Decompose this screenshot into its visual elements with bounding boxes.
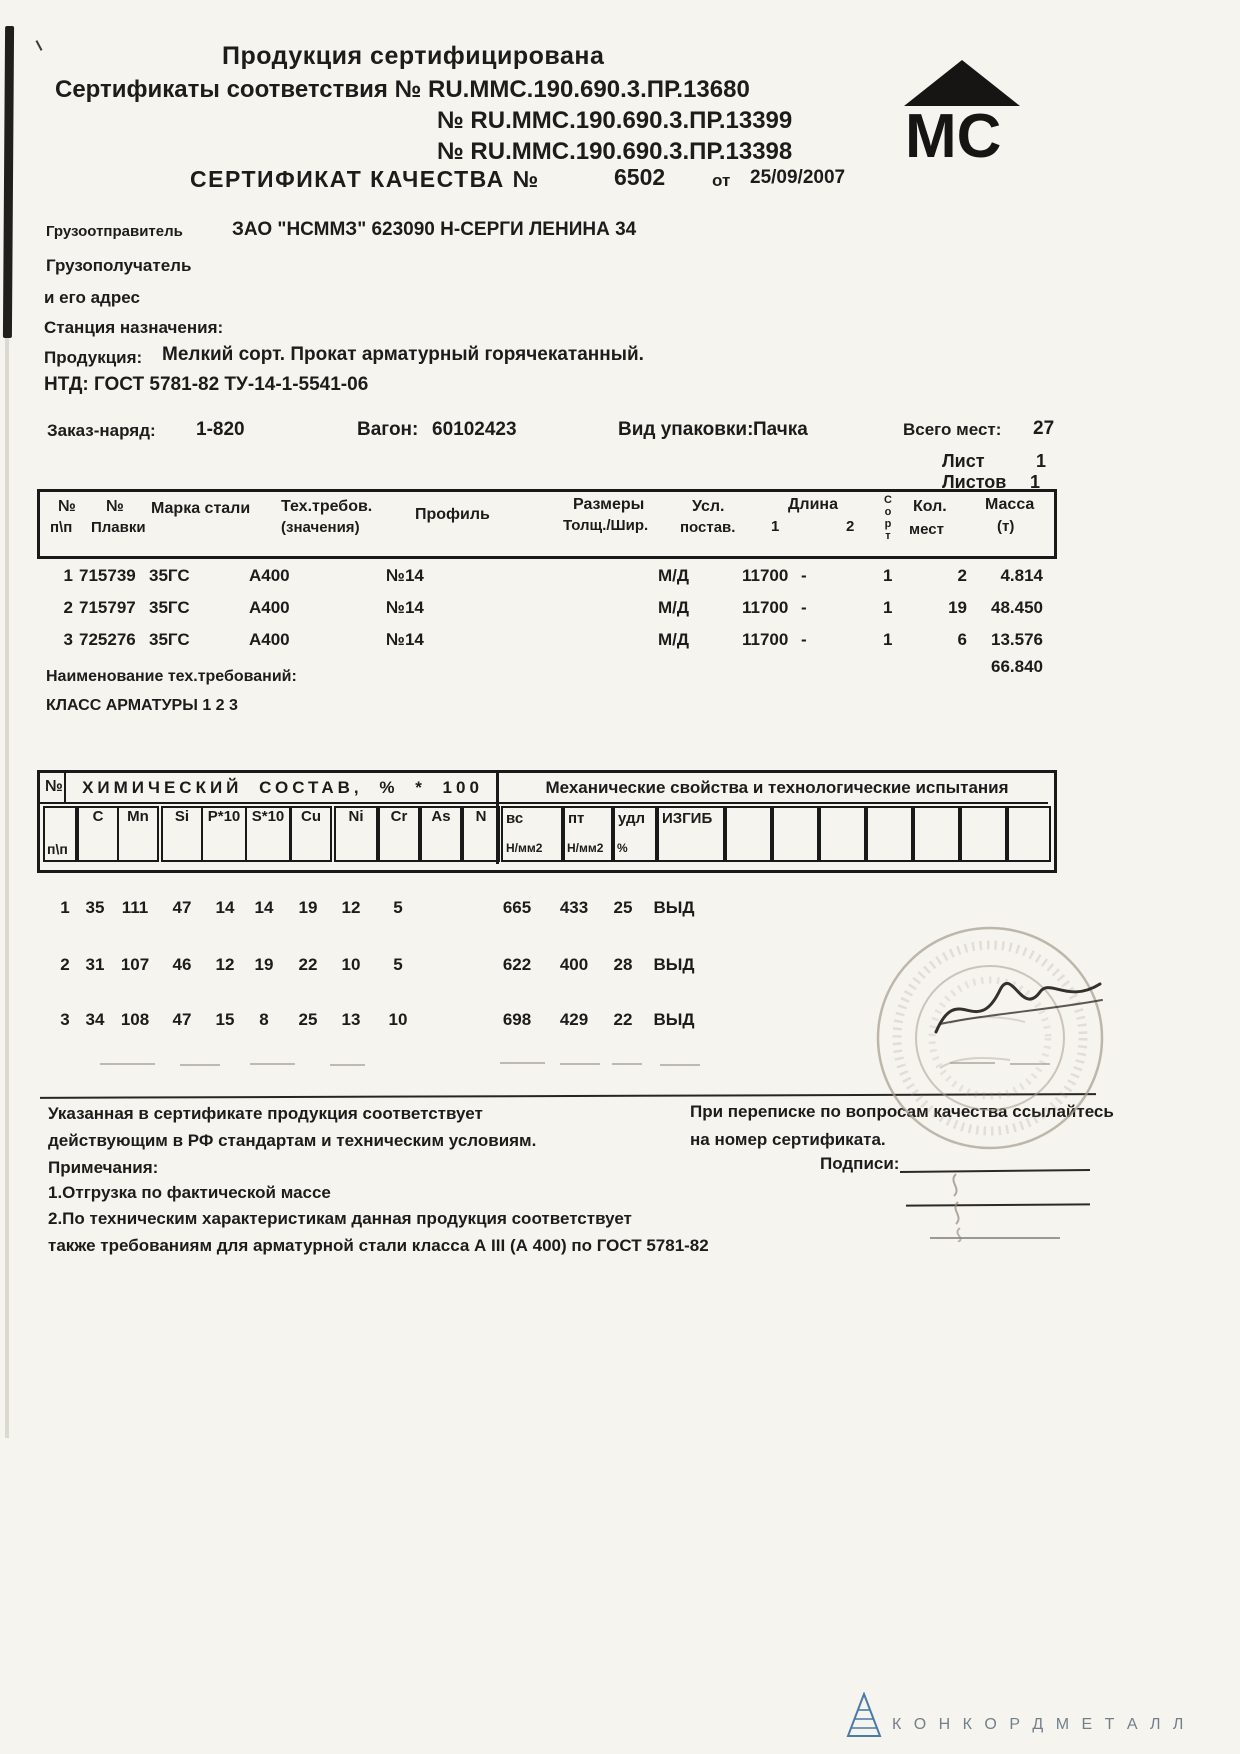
konkord-watermark-text: К О Н К О Р Д М Е Т А Л Л (892, 1716, 1188, 1733)
main-table-header (37, 489, 1057, 559)
signatures-label: Подписи: (820, 1154, 900, 1173)
cell-P10: 12 (215, 955, 235, 974)
col-delivery-bot: постав. (680, 519, 736, 536)
chem-col-Cu: Cu (290, 806, 332, 862)
mech-col-empty-7 (1007, 806, 1051, 862)
mech-col-top: пт (568, 810, 585, 827)
compliance-line-2: действующим в РФ стандартам и техническим условиям. (48, 1131, 537, 1150)
cell-Mn: 107 (120, 955, 150, 974)
cell-length1: 11700 (742, 566, 789, 585)
cell-num: 2 (63, 598, 73, 617)
cell-length2: - (801, 630, 807, 649)
mech-col-empty-2 (772, 806, 819, 862)
signature-ink (918, 962, 1108, 1052)
sheets-label: Листов (942, 472, 1007, 492)
divider (40, 802, 1048, 804)
consignee-address-label: и его адрес (44, 288, 140, 307)
main-table-row-1 (37, 566, 1054, 592)
cell-Cr: 5 (393, 898, 403, 917)
sheet-label: Лист (942, 451, 985, 471)
shipper-label: Грузоотправитель (46, 223, 183, 240)
packing-value: Пачка (753, 419, 808, 440)
order-value: 1-820 (196, 419, 245, 440)
cell-length2: - (801, 566, 807, 585)
cell-izgib: ВЫД (653, 898, 695, 917)
note-3: также требованиям для арматурной стали класса А III (А 400) по ГОСТ 5781-82 (48, 1236, 709, 1255)
consignee-label: Грузополучатель (46, 256, 192, 275)
chem-num-label: № (45, 778, 63, 795)
chem-col-S10: S*10 (245, 806, 291, 862)
mech-col-empty-6 (960, 806, 1007, 862)
cell-vs: 665 (502, 898, 532, 917)
mech-col-top: удл (618, 810, 646, 827)
chem-mech-table (37, 770, 1057, 873)
col-melt-bot: Плавки (91, 519, 146, 536)
chem-col-Si: Si (161, 806, 203, 862)
cell-Ni: 13 (341, 1010, 361, 1029)
wagon-label: Вагон: (357, 419, 419, 440)
notes-label: Примечания: (48, 1158, 159, 1177)
cell-melt: 715739 (79, 566, 136, 585)
cell-Cr: 10 (388, 1010, 408, 1029)
cell-S10: 14 (254, 898, 274, 917)
mech-col-empty-4 (866, 806, 913, 862)
chem-col-C: C (77, 806, 119, 862)
cell-profile: №14 (386, 566, 424, 585)
cell-num: 1 (63, 566, 73, 585)
order-label: Заказ-наряд: (47, 421, 156, 440)
cell-vs: 698 (502, 1010, 532, 1029)
cell-tech: А400 (249, 630, 290, 649)
total-places-value: 27 (1033, 418, 1055, 439)
cell-Cu: 19 (298, 898, 318, 917)
certificate-date: 25/09/2007 (750, 167, 846, 188)
col-length-2: 2 (846, 518, 855, 535)
cell-delivery: М/Д (658, 598, 689, 617)
cell-places: 19 (948, 598, 967, 617)
col-grade: Марка стали (151, 500, 251, 517)
destination-station-label: Станция назначения: (44, 318, 224, 337)
cell-Cu: 22 (298, 955, 318, 974)
col-length: Длина (788, 496, 838, 513)
sheets-value: 1 (1030, 472, 1041, 492)
cell-sort: 1 (883, 566, 893, 585)
cell-Mn: 111 (121, 898, 149, 917)
cell-Cr: 5 (393, 955, 403, 974)
cell-delivery: М/Д (658, 566, 689, 585)
cell-Si: 47 (172, 1010, 192, 1029)
compliance-line-1: Указанная в сертификате продукция соответствует (48, 1104, 483, 1123)
date-label: от (712, 171, 731, 190)
product-value: Мелкий сорт. Прокат арматурный горячекатанный. (162, 344, 644, 365)
cell-mass: 4.814 (1000, 566, 1043, 585)
mech-col-izgib (657, 806, 725, 862)
cell-profile: №14 (386, 630, 424, 649)
mech-col-vs (501, 806, 563, 862)
chem-col-As: As (420, 806, 462, 862)
cell-vs: 622 (502, 955, 532, 974)
stamp-marks (946, 1172, 1006, 1242)
cell-udl: 25 (613, 898, 633, 917)
col-sort-vertical: Сорт (882, 494, 894, 542)
scan-tick-mark (36, 40, 43, 51)
certificate-number: 6502 (614, 164, 666, 190)
certificate-title: СЕРТИФИКАТ КАЧЕСТВА № (190, 166, 540, 192)
cell-grade: 35ГС (149, 630, 190, 649)
mech-col-empty-5 (913, 806, 960, 862)
note-1: 1.Отгрузка по фактической массе (48, 1183, 331, 1202)
cell-Mn: 108 (120, 1010, 150, 1029)
cell-pt: 400 (559, 955, 589, 974)
cell-Ni: 10 (341, 955, 361, 974)
mech-col-empty-1 (725, 806, 772, 862)
col-qty-top: Кол. (913, 498, 947, 515)
col-size-bot: Толщ./Шир. (563, 517, 649, 534)
cell-melt: 715797 (79, 598, 136, 617)
col-tech-bot: (значения) (281, 519, 360, 536)
cell-S10: 8 (259, 1010, 269, 1029)
col-tech-top: Тех.требов. (281, 498, 373, 515)
conformity-cert-line: Сертификаты соответствия № RU.MMC.190.690.3.ПР.13680 (55, 76, 750, 103)
conformity-cert-number-2: № RU.MMC.190.690.3.ПР.13399 (437, 107, 793, 134)
ntd-line: НТД: ГОСТ 5781-82 ТУ-14-1-5541-06 (44, 374, 369, 395)
chem-col-Cr: Cr (378, 806, 420, 862)
chem-col-Ni: Ni (334, 806, 378, 862)
col-profile: Профиль (415, 506, 490, 523)
cell-num: 1 (60, 898, 70, 917)
col-mass-top: Масса (985, 496, 1035, 513)
product-label: Продукция: (44, 348, 143, 367)
sheet-value: 1 (1036, 451, 1047, 471)
cell-pt: 429 (559, 1010, 589, 1029)
cell-length2: - (801, 598, 807, 617)
shipper-value: ЗАО "НСММЗ" 623090 Н-СЕРГИ ЛЕНИНА 34 (232, 219, 637, 240)
conformity-cert-number-3: № RU.MMC.190.690.3.ПР.13398 (437, 138, 793, 165)
cell-C: 35 (85, 898, 105, 917)
col-size-top: Размеры (573, 496, 645, 513)
ms-logo-text: МС (905, 102, 1002, 160)
col-length-1: 1 (771, 518, 780, 535)
cell-sort: 1 (883, 630, 893, 649)
chem-col-P10: P*10 (201, 806, 247, 862)
cell-profile: №14 (386, 598, 424, 617)
cell-sort: 1 (883, 598, 893, 617)
divider (64, 773, 66, 802)
cell-P10: 14 (215, 898, 235, 917)
cell-grade: 35ГС (149, 566, 190, 585)
cell-udl: 28 (613, 955, 633, 974)
mech-col-bottom: Н/мм2 (567, 841, 604, 855)
col-melt-top: № (106, 498, 124, 515)
col-num-top: № (58, 498, 76, 515)
cell-Cu: 25 (298, 1010, 318, 1029)
cell-C: 34 (85, 1010, 105, 1029)
cell-udl: 22 (613, 1010, 633, 1029)
ms-logo-icon (903, 60, 1021, 160)
col-num-bot: п\п (50, 519, 73, 536)
chem-col-N: N (462, 806, 500, 862)
chem-title: ХИМИЧЕСКИЙ СОСТАВ, % * 100 (82, 778, 483, 797)
cell-Si: 46 (172, 955, 192, 974)
mech-col-bottom: % (617, 841, 628, 855)
cell-grade: 35ГС (149, 598, 190, 617)
correspondence-line-2: на номер сертификата. (690, 1130, 886, 1149)
cell-izgib: ВЫД (653, 1010, 695, 1029)
cell-delivery: М/Д (658, 630, 689, 649)
cell-pt: 433 (559, 898, 589, 917)
main-table-row-3 (37, 630, 1054, 656)
cell-length1: 11700 (742, 598, 789, 617)
mech-col-pt (563, 806, 613, 862)
total-mass: 66.840 (991, 657, 1043, 676)
mech-col-top: вс (506, 810, 524, 827)
main-table-row-2 (37, 598, 1054, 624)
cell-num: 2 (60, 955, 70, 974)
cell-Ni: 12 (341, 898, 361, 917)
pp-label: п\п (47, 841, 68, 857)
col-mass-bot: (т) (997, 518, 1015, 535)
cell-Si: 47 (172, 898, 192, 917)
cell-places: 2 (957, 566, 967, 585)
cell-num: 3 (63, 630, 73, 649)
col-qty-bot: мест (909, 521, 944, 538)
note-2: 2.По техническим характеристикам данная продукция соответствует (48, 1209, 632, 1228)
cell-length1: 11700 (742, 630, 789, 649)
cell-tech: А400 (249, 566, 290, 585)
cell-mass: 48.450 (991, 598, 1043, 617)
mech-col-empty-3 (819, 806, 866, 862)
cell-places: 6 (957, 630, 967, 649)
packing-label: Вид упаковки: (618, 419, 754, 440)
correspondence-line-1: При переписке по вопросам качества ссылайтесь (690, 1102, 1114, 1121)
cell-izgib: ВЫД (653, 955, 695, 974)
scan-edge-dark (3, 26, 14, 338)
scan-edge-light (5, 338, 9, 1438)
mech-title: Механические свойства и технологические испытания (545, 778, 1009, 797)
chem-col-Mn: Mn (117, 806, 159, 862)
tech-requirements-label: Наименование тех.требований: (46, 668, 297, 685)
total-places-label: Всего мест: (903, 420, 1002, 439)
col-delivery-top: Усл. (692, 498, 725, 515)
cell-tech: А400 (249, 598, 290, 617)
certified-heading: Продукция сертифицирована (222, 42, 605, 70)
konkord-logo-icon (846, 1692, 882, 1740)
tech-requirements-value: КЛАСС АРМАТУРЫ 1 2 3 (46, 697, 238, 714)
chem-col-pp (43, 806, 77, 862)
cell-melt: 725276 (79, 630, 136, 649)
mech-col-udl (613, 806, 657, 862)
mech-col-bottom: Н/мм2 (506, 841, 543, 855)
cell-mass: 13.576 (991, 630, 1043, 649)
cell-S10: 19 (254, 955, 274, 974)
cell-C: 31 (85, 955, 105, 974)
wagon-value: 60102423 (432, 419, 517, 440)
cell-P10: 15 (215, 1010, 235, 1029)
cell-num: 3 (60, 1010, 70, 1029)
mech-col-top: ИЗГИБ (662, 810, 713, 827)
